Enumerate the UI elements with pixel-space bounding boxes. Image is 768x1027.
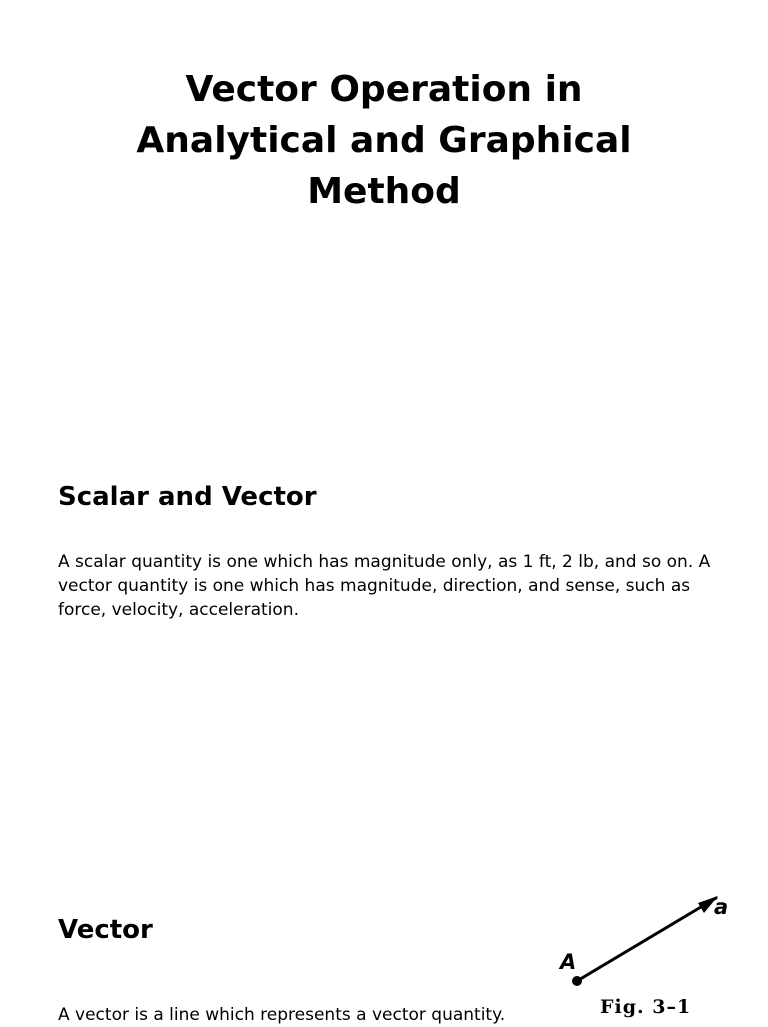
page-title <box>84 64 684 217</box>
vector-figure <box>552 884 752 1024</box>
title-line: Method <box>307 171 461 212</box>
scalar-vector-paragraph: A scalar quantity is one which has magnitude only, as 1 ft, 2 lb, and so on. A vector quantity is one which has magnitude, direction, and sense, such as force, velocity, acceleration. <box>58 552 711 620</box>
point-label: A <box>560 950 577 974</box>
section-heading-vector: Vector <box>58 915 153 945</box>
vector-line <box>577 898 716 981</box>
title-line: Analytical and Graphical <box>136 120 632 161</box>
section-heading-scalar-and-vector: Scalar and Vector <box>58 482 317 512</box>
vector-definition-paragraph: A vector is a line which represents a vector quantity. <box>58 1005 506 1025</box>
figure-caption: Fig. 3–1 <box>600 996 692 1018</box>
vector-label: a <box>714 895 729 919</box>
origin-point <box>572 976 582 986</box>
title-line: Vector Operation in <box>185 69 583 110</box>
